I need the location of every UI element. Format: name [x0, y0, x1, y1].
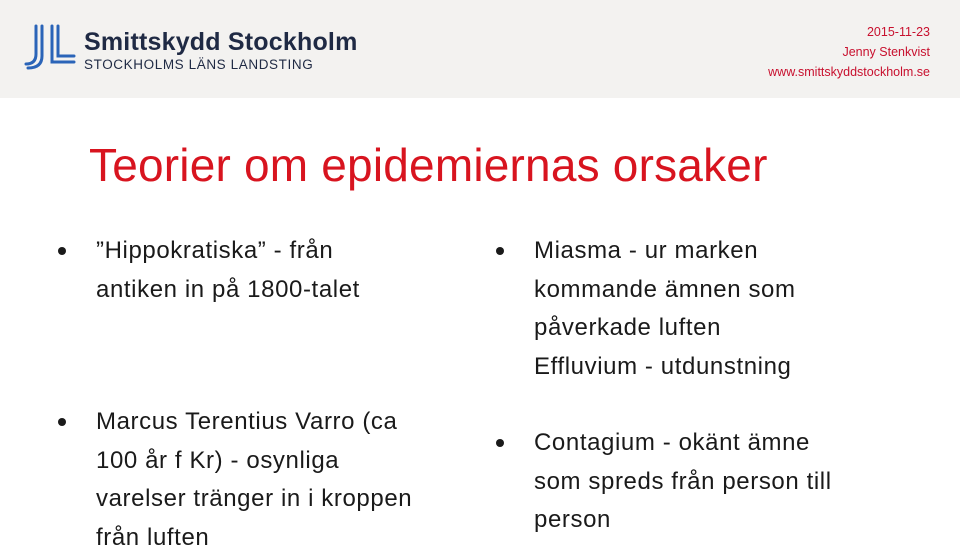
bullet-dot-icon [58, 418, 66, 426]
logo-mark-icon [22, 24, 76, 70]
bullet-line: Contagium - okänt ämne [534, 424, 916, 463]
slide-title: Teorier om epidemiernas orsaker [89, 138, 768, 192]
logo-subtitle: STOCKHOLMS LÄNS LANDSTING [84, 57, 313, 72]
bullet-dot-icon [58, 247, 66, 255]
bullet-line: person [534, 501, 916, 540]
bullet-item [496, 232, 916, 348]
bullet-line: Marcus Terentius Varro (ca [96, 403, 478, 442]
bullet-item [496, 424, 916, 540]
bullet-line: ”Hippokratiska” - från [96, 232, 478, 271]
bullet-item [58, 403, 478, 557]
bullet-line: från luften [96, 519, 478, 557]
author-text: Jenny Stenkvist [768, 42, 930, 62]
bullet-line: kommande ämnen som [534, 271, 916, 310]
sub-line: Effluvium - utdunstning [496, 348, 916, 387]
bullet-line: Miasma - ur marken [534, 232, 916, 271]
bullet-item [58, 232, 478, 309]
bullet-dot-icon [496, 439, 504, 447]
bullet-line: varelser tränger in i kroppen [96, 480, 478, 519]
bullet-line: som spreds från person till [534, 463, 916, 502]
logo [22, 24, 382, 74]
website-text: www.smittskyddstockholm.se [768, 62, 930, 82]
logo-name: Smittskydd Stockholm [84, 28, 358, 57]
bullet-line: 100 år f Kr) - osynliga [96, 442, 478, 481]
bullet-line: antiken in på 1800-talet [96, 271, 478, 310]
right-column [496, 232, 916, 540]
slide-meta [768, 22, 930, 82]
bullet-dot-icon [496, 247, 504, 255]
left-column [58, 232, 478, 557]
slide-header [0, 0, 960, 98]
bullet-line: påverkade luften [534, 309, 916, 348]
date-text: 2015-11-23 [768, 22, 930, 42]
